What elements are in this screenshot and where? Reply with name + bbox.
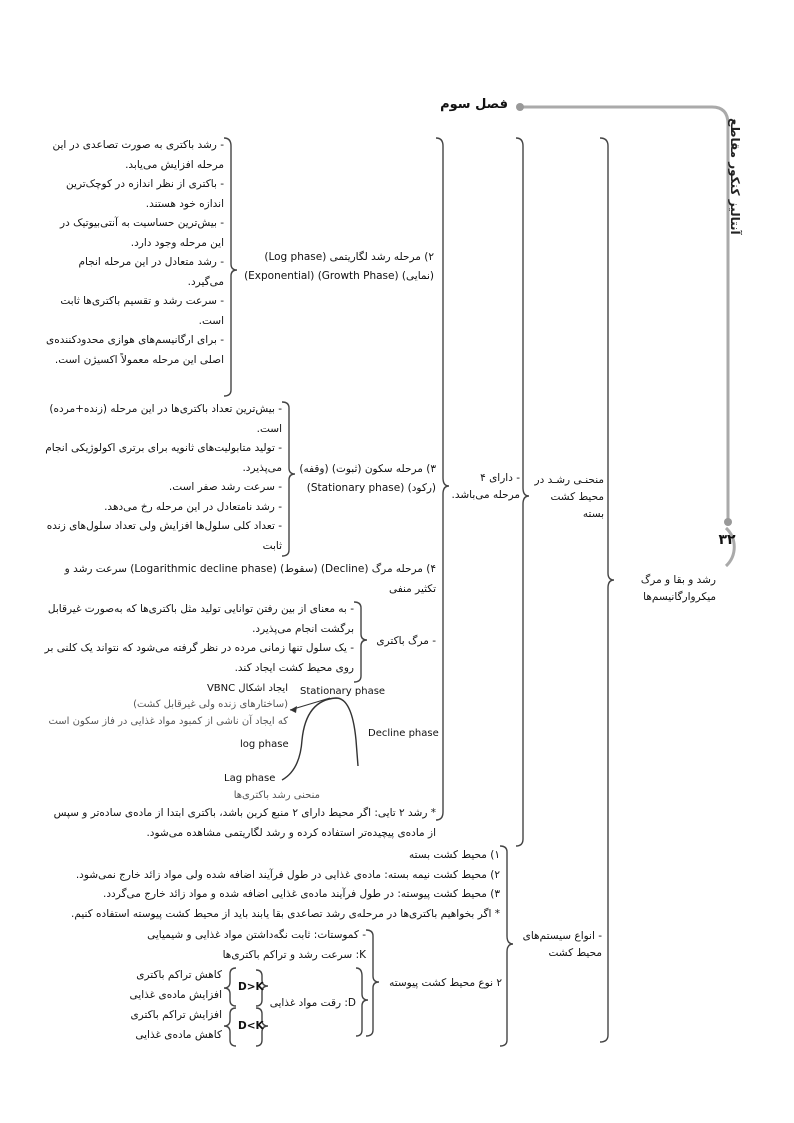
- fig-stationary-label: Stationary phase: [300, 686, 386, 697]
- d-definition: D: رقت مواد غذایی: [269, 997, 356, 1009]
- fig-lag-label: Lag phase: [224, 773, 276, 784]
- list-item: - باکتری از نظر اندازه در کوچک‌ترین اندازه خود هستند.: [66, 178, 224, 210]
- bracket-four-stages: [436, 138, 449, 820]
- list-item: کاهش تراکم باکتری: [136, 969, 222, 981]
- list-item: - سرعت رشد و تقسیم باکتری‌ها ثابت است.: [60, 295, 224, 327]
- list-item: کاهش ماده‌ی غذایی: [135, 1028, 222, 1041]
- stationary-list: [44, 400, 282, 556]
- dk2-items: [120, 1006, 222, 1045]
- log-phase-list: [44, 136, 224, 370]
- dk1-items: [120, 966, 222, 1005]
- header-rule: [520, 107, 728, 520]
- bracket-level1: [600, 138, 614, 1042]
- list-item: افزایش ماده‌ی غذایی: [129, 988, 222, 1001]
- bracket-stationary: [282, 402, 295, 556]
- dk1-label: D>K: [238, 981, 264, 993]
- growth-curve-figure: [282, 698, 358, 780]
- list-item: - به معنای از بین رفتن توانایی تولید مثل باکتری‌ها که به‌صورت غیرقابل برگشت انجام می‌پذیرد.: [47, 603, 354, 635]
- level1-label: رشد و بقا و مرگ میکروارگانیسم‌ها: [640, 574, 716, 603]
- rule-dot: [724, 518, 732, 526]
- bracket-systems: [500, 846, 513, 1046]
- curve-label: منحنـی رشـد در محیط کشت بسته: [534, 474, 604, 520]
- k-definition: K: سرعت رشد و تراکم باکتری‌ها: [222, 949, 366, 961]
- diauxic-note: * رشد ۲ تایی: اگر محیط دارای ۲ منبع کربن باشد، باکتری ابتدا از ماده‌ی ساده‌تر و سپس از ماده‌ی پیچیده‌تر استفاده کرده و رشد لگاریتمی مشاهده می‌شود.: [53, 807, 436, 839]
- four-stages: - دارای ۴ مرحله می‌باشد.: [451, 472, 520, 501]
- rule-dot-left: [516, 103, 524, 111]
- fig-log-label: log phase: [240, 739, 289, 750]
- list-item: ۲) محیط کشت نیمه بسته: ماده‌ی غذایی در طول فرآیند اضافه شده ولی مواد زائد خارج نمی‌شود.: [75, 868, 500, 881]
- list-item: ۱) محیط کشت بسته: [408, 849, 500, 861]
- fig-decline-label: Decline phase: [368, 728, 439, 739]
- chemostat: - کموستات: ثابت نگه‌داشتن مواد غذایی و شیمیایی: [147, 929, 366, 941]
- systems-label: - انواع سیستم‌های محیط کشت: [522, 930, 602, 959]
- vbnc-arrow-head: [290, 706, 297, 713]
- list-item: - سرعت رشد صفر است.: [168, 481, 282, 493]
- bracket-dk2-items: [224, 1008, 236, 1046]
- chapter-title: فصل سوم: [440, 97, 508, 112]
- decline-phase: ۴) مرحله مرگ (Decline) (سقوط) (Logarithmic decline phase) سرعت رشد و تکثیر منفی: [64, 563, 436, 595]
- list-item: - برای ارگانیسم‌های هوازی محدودکننده‌ی اصلی این مرحله معمولاً اکسیژن است.: [46, 334, 224, 366]
- continuous-title: ۲ نوع محیط کشت پیوسته: [389, 977, 502, 989]
- list-item: - بیش‌ترین تعداد باکتری‌ها در این مرحله (زنده+مرده) است.: [49, 403, 282, 435]
- death-list: [44, 600, 354, 678]
- list-item: - یک سلول تنها زمانی مرده در نظر گرفته می‌شود که نتواند یک کلنی بر روی محیط کشت ایجاد کند.: [44, 642, 354, 674]
- list-item: * اگر بخواهیم باکتری‌ها در مرحله‌ی رشد تصاعدی بقا یابند باید از محیط کشت پیوسته استفاده کنیم.: [71, 907, 500, 920]
- fig-caption: منحنی رشد باکتری‌ها: [233, 790, 320, 801]
- fig-vbnc-reason: که ایجاد آن ناشی از کمبود مواد غذایی در فاز سکون است: [48, 716, 288, 727]
- fig-vbnc-label: ایجاد اشکال VBNC: [206, 683, 288, 694]
- list-item: افزایش تراکم باکتری: [130, 1009, 222, 1021]
- bracket-death: [354, 602, 367, 682]
- list-item: - رشد نامتعادل در این مرحله رخ می‌دهد.: [104, 500, 282, 513]
- list-item: ۳) محیط کشت پیوسته: در طول فرآیند ماده‌ی غذایی اضافه شده و مواد زائد خارج می‌گردد.: [103, 888, 500, 900]
- bracket-continuous: [366, 930, 379, 1036]
- bracket-log: [224, 138, 237, 396]
- list-item: - بیش‌ترین حساسیت به آنتی‌بیوتیک در این مرحله وجود دارد.: [60, 217, 224, 249]
- systems-list: [44, 846, 500, 924]
- list-item: - رشد متعادل در این مرحله انجام می‌گیرد.: [78, 256, 224, 288]
- log-phase-title: ۲) مرحله رشد لگاریتمی (Log phase) (نمایی) (Growth Phase) (Exponential): [244, 251, 434, 282]
- side-title: آنتالیز کنکور مقاطع: [728, 118, 742, 235]
- list-item: - تعداد کلی سلول‌ها افزایش ولی تعداد سلول‌های زنده ثابت: [46, 520, 282, 552]
- bracket-dk1-items: [224, 968, 236, 1006]
- fig-vbnc-sub: (ساختارهای زنده ولی غیرقابل کشت): [133, 699, 288, 710]
- bracket-d: [356, 968, 368, 1036]
- dk2-label: D<K: [238, 1020, 264, 1032]
- stationary-title: ۳) مرحله سکون (ثبوت) (وقفه) (رکود) (Stationary phase): [299, 463, 436, 494]
- page-number: ۳۲: [718, 532, 736, 548]
- list-item: - تولید متابولیت‌های ثانویه برای برتری اکولوژیکی انجام می‌پذیرد.: [45, 442, 282, 474]
- list-item: - رشد باکتری به صورت تصاعدی در این مرحله افزایش می‌یابد.: [52, 139, 224, 171]
- death-title: - مرگ باکتری: [376, 635, 436, 647]
